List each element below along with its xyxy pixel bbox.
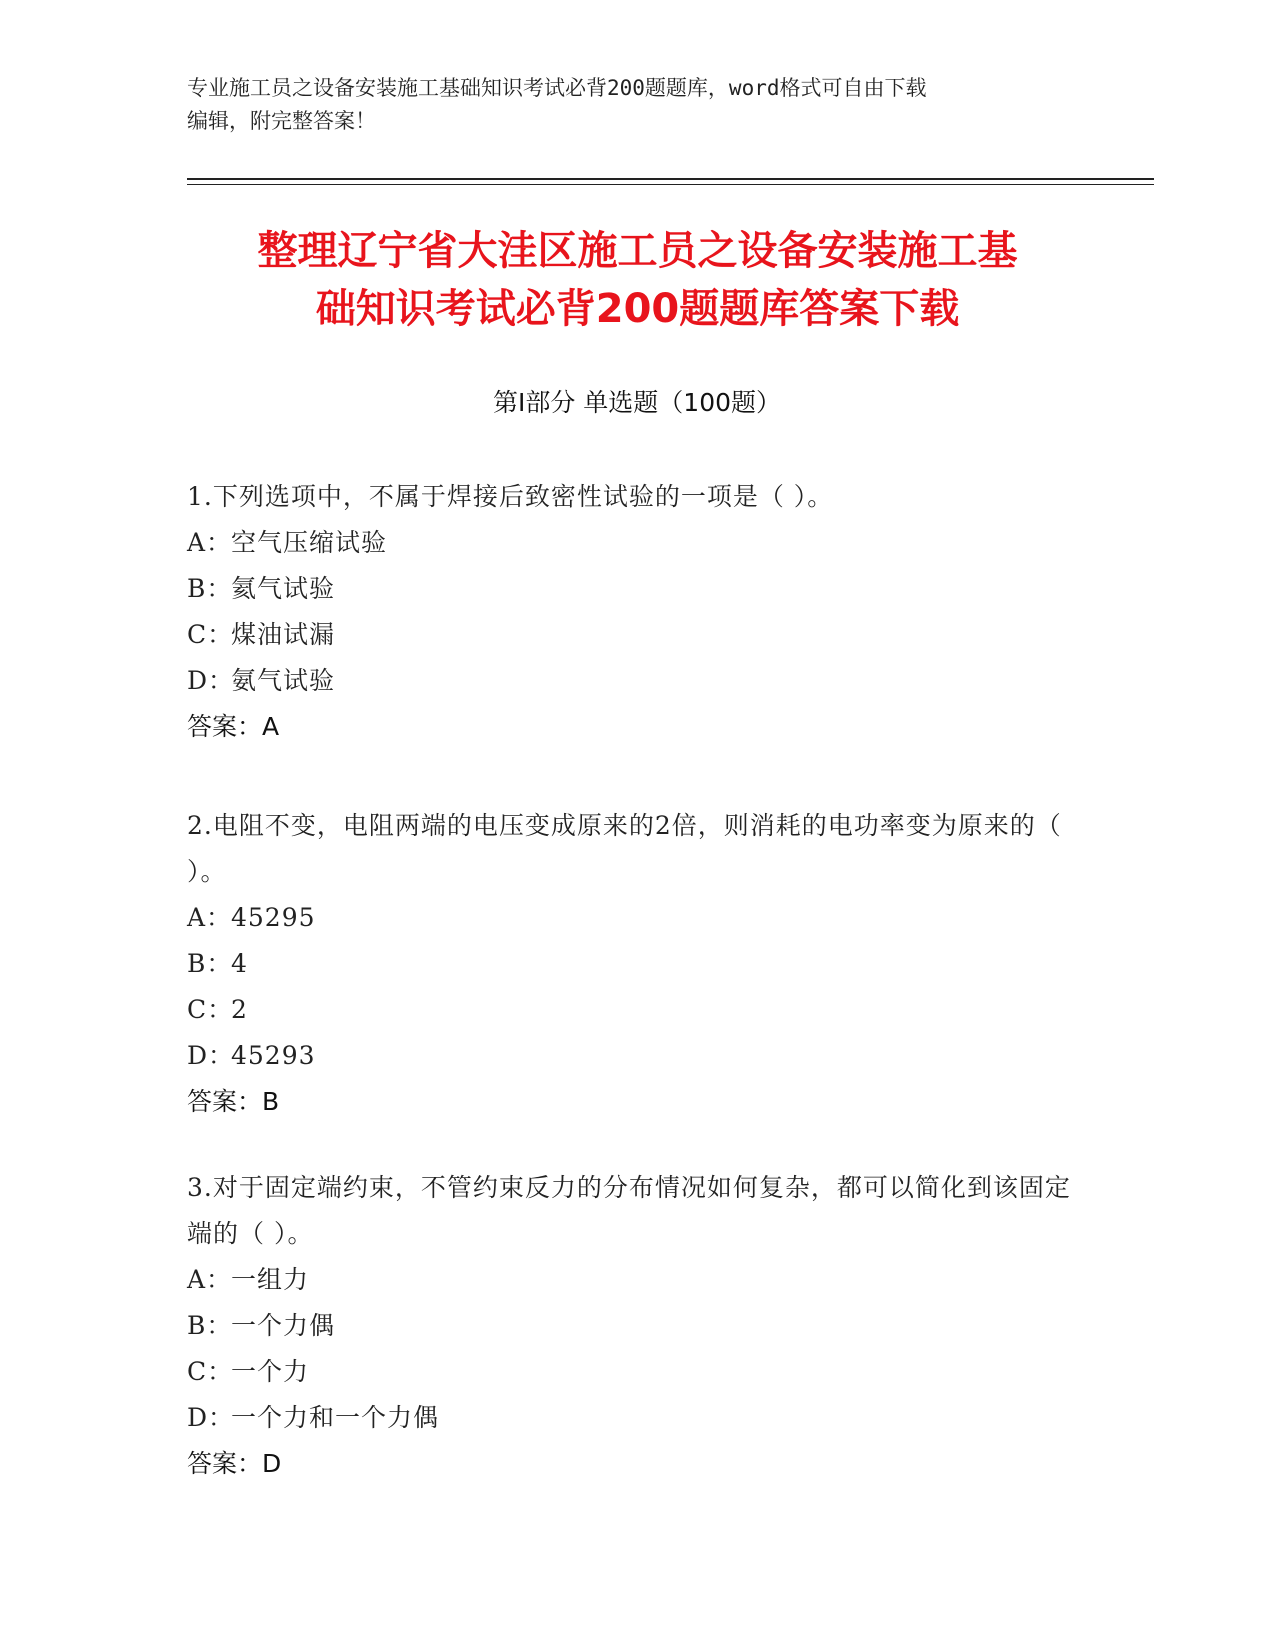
question-block [187, 803, 1087, 1125]
option-text: 45295 [231, 903, 316, 932]
question-stem: 3.对于固定端约束，不管约束反力的分布情况如何复杂，都可以简化到该固定端的（ ）。 [187, 1173, 1071, 1248]
option-key: D： [187, 666, 235, 695]
answer-line [187, 1079, 1087, 1125]
option-key: B： [187, 1311, 233, 1340]
option-key: A： [187, 528, 233, 557]
option-b [187, 566, 1087, 612]
question-stem: 2.电阻不变，电阻两端的电压变成原来的2倍，则消耗的电功率变为原来的（ ）。 [187, 811, 1062, 886]
option-text: 4 [231, 949, 248, 978]
option-d [187, 1395, 1087, 1441]
answer-value: A [262, 712, 280, 741]
document-title-line2: 础知识考试必背200题题库答案下载 [315, 286, 960, 332]
answer-line [187, 704, 1087, 750]
option-a [187, 895, 1087, 941]
option-d [187, 658, 1087, 704]
option-text: 45293 [231, 1041, 316, 1070]
answer-label: 答案： [187, 712, 263, 741]
option-key: D： [187, 1041, 235, 1070]
option-b [187, 1303, 1087, 1349]
option-text: 2 [231, 995, 248, 1024]
option-key: B： [187, 574, 233, 603]
option-key: C： [187, 1357, 234, 1386]
question-block [187, 474, 1087, 750]
option-d [187, 1033, 1087, 1079]
option-key: C： [187, 995, 234, 1024]
header-divider-thick [187, 178, 1154, 180]
answer-line [187, 1441, 1087, 1487]
header-divider-thin [187, 184, 1154, 185]
option-text: 一组力 [231, 1265, 310, 1294]
answer-label: 答案： [187, 1449, 263, 1478]
option-key: C： [187, 620, 234, 649]
option-key: A： [187, 903, 233, 932]
option-text: 氦气试验 [231, 574, 336, 603]
option-b [187, 941, 1087, 987]
option-text: 氨气试验 [231, 666, 336, 695]
document-title [180, 222, 1095, 338]
option-text: 空气压缩试验 [231, 528, 388, 557]
option-a [187, 520, 1087, 566]
option-key: D： [187, 1403, 235, 1432]
option-c [187, 1349, 1087, 1395]
option-key: A： [187, 1265, 233, 1294]
question-stem: 1.下列选项中，不属于焊接后致密性试验的一项是（ ）。 [187, 482, 834, 511]
question-block [187, 1165, 1087, 1487]
answer-value: B [262, 1087, 280, 1116]
header-note-line1: 专业施工员之设备安装施工基础知识考试必背200题题库，word格式可自由下载 [187, 76, 927, 100]
option-key: B： [187, 949, 233, 978]
document-title-line1: 整理辽宁省大洼区施工员之设备安装施工基 [257, 228, 1018, 274]
header-note [187, 72, 1087, 138]
option-c [187, 612, 1087, 658]
section-heading: 第Ⅰ部分 单选题（100题） [492, 388, 782, 417]
option-text: 一个力偶 [231, 1311, 336, 1340]
header-note-line2: 编辑，附完整答案！ [187, 109, 376, 133]
option-text: 一个力 [231, 1357, 310, 1386]
option-a [187, 1257, 1087, 1303]
answer-label: 答案： [187, 1087, 263, 1116]
option-text: 一个力和一个力偶 [231, 1403, 440, 1432]
answer-value: D [262, 1449, 282, 1478]
option-c [187, 987, 1087, 1033]
option-text: 煤油试漏 [231, 620, 336, 649]
